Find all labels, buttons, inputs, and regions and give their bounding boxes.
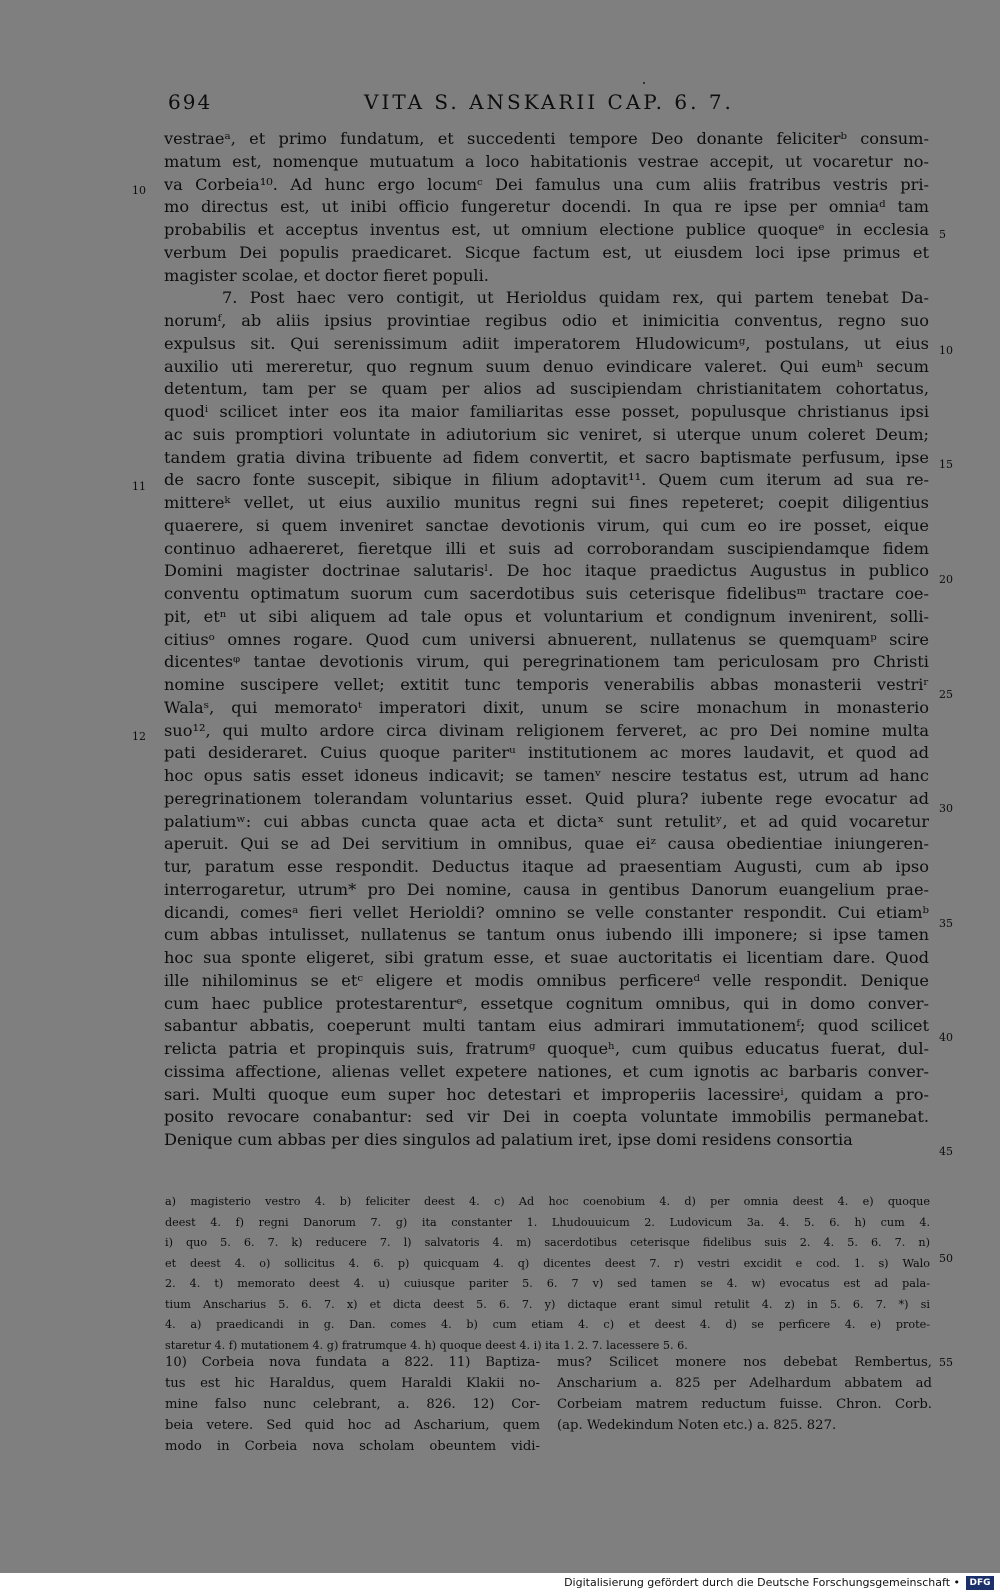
text-line: ac suis promptiori voluntate in adiutorium sic veniret, si uterque unum coleret Deum;: [164, 424, 929, 444]
commentary-line: Anscharium a. 825 per Adelhardum abbatem ad: [557, 1376, 932, 1391]
text-line: peregrinationem tolerandam voluntarius esset. Quid plura? iubente rege evocatur ad: [164, 788, 929, 808]
dfg-logo: DFG: [966, 1576, 994, 1590]
text-line: pit, etⁿ ut sibi aliquem ad tale opus et voluntarium et condignum invenirent, solli-: [164, 606, 929, 626]
text-line: cum abbas intulisset, nullatenus se tantum onus iubendo illi imponere; si ipse tamen: [164, 925, 929, 945]
left-margin-number: 11: [132, 480, 146, 493]
text-line: hoc sua sponte eligeret, sibi gratum esse, et suae auctoritatis ei licentiam dare. Quod: [164, 948, 929, 967]
text-line: relicta patria et propinquis suis, fratrumᵍ quoqueʰ, cum quibus educatus fuerat, dul-: [164, 1039, 929, 1058]
text-line: palatiumʷ: cui abbas cuncta quae acta et dictaˣ sunt retulitʸ, et ad quid vocaretur: [164, 811, 929, 831]
right-margin-number: 40: [939, 1031, 953, 1044]
text-line: norumᶠ, ab aliis ipsius provintiae regibus odio et inimicitia conventus, regno suo: [164, 311, 929, 330]
text-line: Domini magister doctrinae salutarisˡ. De hoc itaque praedictus Augustus in publico: [164, 561, 929, 581]
text-line: vestraeᵃ, et primo fundatum, et succedenti tempore Deo donante feliciterᵇ consum-: [164, 129, 929, 148]
running-title: VITA S. ANSKARII CAP. 6. 7.: [364, 90, 734, 114]
text-line: hoc opus satis esset idoneus indicavit; se tamenᵛ nescire testatus est, utrum ad hanc: [164, 766, 929, 785]
text-line: suo¹², qui multo ardore circa divinam religionem ferveret, ac pro Dei nomine multa: [164, 720, 929, 740]
text-line: detentum, tam per se quam per alios ad suscipiendam christianitatem cohortatus,: [164, 379, 929, 399]
right-margin-number: 30: [939, 802, 953, 815]
right-margin-number: 5: [939, 228, 946, 241]
text-line: posito revocare conabantur: sed vir Dei in coepta voluntate immobilis permanebat.: [164, 1107, 929, 1127]
variant-line: deest 4. f) regni Danorum 7. g) ita constanter 1. Lhudouuicum 2. Ludovicum 3a. 4. 5. 6. h) cum 4.: [165, 1215, 930, 1229]
text-line: probabilis et acceptus inventus est, ut omnium electione publice quoqueᵉ in ecclesia: [164, 220, 929, 239]
page-header: [168, 90, 935, 116]
right-margin-number: 35: [939, 917, 953, 930]
right-margin-number: 45: [939, 1145, 953, 1158]
variant-line: 2. 4. t) memorato deest 4. u) cuiusque pariter 5. 6. 7 v) sed tamen se 4. w) evocatus est ad pala-: [165, 1277, 930, 1290]
commentary-line: beia vetere. Sed quid hoc ad Ascharium, quem: [165, 1418, 540, 1433]
variant-line: tium Anscharius 5. 6. 7. x) et dicta deest 5. 6. 7. y) dictaque erant simul retulit 4. z) in 5. 6. 7. *) si: [165, 1297, 930, 1311]
text-line: pati desideraret. Cuius quoque pariterᵘ institutionem ac mores laudavit, et quod ad: [164, 743, 929, 763]
commentary-column-right: [557, 1352, 932, 1436]
text-line: expulsus sit. Qui serenissimum adiit imperatorem Hludowicumᵍ, postulans, ut eius: [164, 333, 929, 353]
main-text: [164, 128, 929, 1152]
text-line: quaerere, si quem inveniret sanctae devotionis virum, qui cum eo ire posset, eique: [164, 515, 929, 535]
text-line: mo directus est, ut inibi officio fungeretur docendi. In qua re ipse per omniaᵈ tam: [164, 197, 929, 217]
right-margin-number: 20: [939, 573, 953, 586]
text-line: va Corbeia¹⁰. Ad hunc ergo locumᶜ Dei famulus una cum aliis fratribus vestris pri-: [164, 174, 929, 194]
text-line: sari. Multi quoque eum super hoc detestari et improperiis lacessireⁱ, quidam a pro-: [164, 1084, 929, 1104]
text-line: dicandi, comesᵃ fieri vellet Herioldi? omnino se velle constanter respondit. Cui etiamᵇ: [164, 902, 929, 922]
variant-line: et deest 4. o) sollicitus 4. 6. p) quicquam 4. q) dicentes deest 7. r) vestri excidit e cod. 1. s) Walo: [165, 1256, 930, 1270]
commentary-column-left: [165, 1352, 540, 1457]
text-line: magister scolae, et doctor fieret populi.: [164, 265, 489, 285]
text-line: continuo adhaereret, fieretque illi et suis ad corroborandam suscipiendamque fidem: [164, 538, 929, 558]
text-line: Denique cum abbas per dies singulos ad palatium iret, ipse domi residens consortia: [164, 1130, 853, 1149]
right-margin-number: 15: [939, 458, 953, 471]
commentary-line: modo in Corbeia nova scholam obeuntem vidi-: [165, 1439, 540, 1454]
commentary-line: mine falso nunc celebrant, a. 826. 12) Cor-: [165, 1397, 540, 1412]
text-line: Walaˢ, qui memoratoᵗ imperatori dixit, unum se scire monachum in monasterio: [164, 697, 929, 717]
text-line: tandem gratia divina tribuente ad fidem convertit, et sacro baptismate perfusum, ipse: [164, 447, 929, 467]
text-line: de sacro fonte suscepit, sibique in filium adoptavit¹¹. Quem cum iterum ad sua re-: [164, 470, 929, 490]
text-line: ille nihilominus se etᶜ eligere et modis omnibus perficereᵈ velle respondit. Denique: [164, 970, 929, 990]
right-margin-number: 10: [939, 344, 953, 357]
text-line: conventu optimatum suorum cum sacerdotibus suis ceterisque fidelibusᵐ tractare coe-: [164, 584, 929, 603]
text-line: tur, paratum esse respondit. Deductus itaque ad praesentiam Augusti, cum ab ipso: [164, 857, 929, 876]
text-line: citiusᵒ omnes rogare. Quod cum universi abnuerent, nullatenus se quemquamᵖ scire: [164, 629, 929, 649]
commentary-line: 10) Corbeia nova fundata a 822. 11) Baptiza-: [165, 1355, 540, 1370]
variant-line: a) magisterio vestro 4. b) feliciter deest 4. c) Ad hoc coenobium 4. d) per omnia deest 4. e) quoque: [165, 1195, 930, 1208]
commentary-line: (ap. Wedekindum Noten etc.) a. 825. 827.: [557, 1418, 837, 1433]
speck: [643, 82, 645, 84]
text-line: mittereᵏ vellet, ut eius auxilio munitus regni sui fines repeteret; coepit diligentius: [164, 493, 929, 512]
text-line: sabantur abbatis, coeperunt multi tantam eius admirari immutationemᶠ; quod scilicet: [164, 1016, 929, 1036]
left-margin-number: 10: [132, 184, 146, 197]
footer-bar: [0, 1573, 1000, 1593]
text-line: quodⁱ scilicet inter eos ita maior familiaritas esse posset, populusque christianus ipsi: [164, 402, 929, 421]
page-number: 694: [168, 90, 213, 114]
commentary-line: tus est hic Haraldus, quem Haraldi Klakii no-: [165, 1376, 540, 1391]
right-margin-number: 25: [939, 688, 953, 701]
variant-line: staretur 4. f) mutationem 4. g) fratrumque 4. h) quoque deest 4. i) ita 1. 2. 7. lacessere 5. 6.: [165, 1338, 688, 1352]
text-line: cum haec publice protestarenturᵉ, essetque cognitum omnibus, qui in domo conver-: [164, 993, 929, 1013]
right-margin-number: 50: [939, 1252, 953, 1265]
chapter-7-start: 7. Post haec vero contigit, ut Herioldus quidam rex, qui partem tenebat Da-: [222, 288, 929, 308]
commentary-line: mus? Scilicet monere nos debebat Rembertus,: [557, 1355, 932, 1370]
variant-line: 4. a) praedicandi in g. Dan. comes 4. b) cum etiam 4. c) et deest 4. d) se perficere 4. e) prote-: [165, 1318, 930, 1331]
text-line: aperuit. Qui se ad Dei servitium in omnibus, quae eiᶻ causa obedientiae iniungeren-: [164, 834, 929, 854]
left-margin-number: 12: [132, 730, 146, 743]
text-line: matum est, nomenque mutuatum a loco habitationis vestrae accepit, ut vocaretur no-: [164, 151, 929, 171]
text-line: auxilio uti mereretur, quo regnum suum denuo evindicare valeret. Qui eumʰ secum: [164, 356, 929, 376]
right-margin-number: 55: [939, 1356, 953, 1369]
text-line: verbum Dei populis praedicaret. Sicque factum est, ut eiusdem loci ipse primus et: [164, 242, 929, 262]
commentary-line: Corbeiam matrem reductum fuisse. Chron. Corb.: [557, 1397, 932, 1412]
text-line: dicentesᵠ tantae devotionis virum, qui peregrinationem tam periculosam pro Christi: [164, 652, 929, 672]
text-line: nomine suscipere vellet; extitit tunc temporis venerabilis abbas monasterii vestriʳ: [164, 675, 929, 694]
variant-apparatus: [165, 1192, 930, 1356]
text-line: cissima affectione, alienas vellet expetere nationes, et cum ignotis ac barbaris conver-: [164, 1061, 929, 1081]
funding-credit: Digitalisierung gefördert durch die Deutsche Forschungsgemeinschaft •: [564, 1576, 960, 1589]
variant-line: i) quo 5. 6. 7. k) reducere 7. l) salvatoris 4. m) sacerdotibus ceterisque fidelibus suis 2. 4. 5. 6. 7. n): [165, 1236, 930, 1249]
text-line: interrogaretur, utrum* pro Dei nomine, causa in gentibus Danorum euangelium prae-: [164, 879, 929, 899]
